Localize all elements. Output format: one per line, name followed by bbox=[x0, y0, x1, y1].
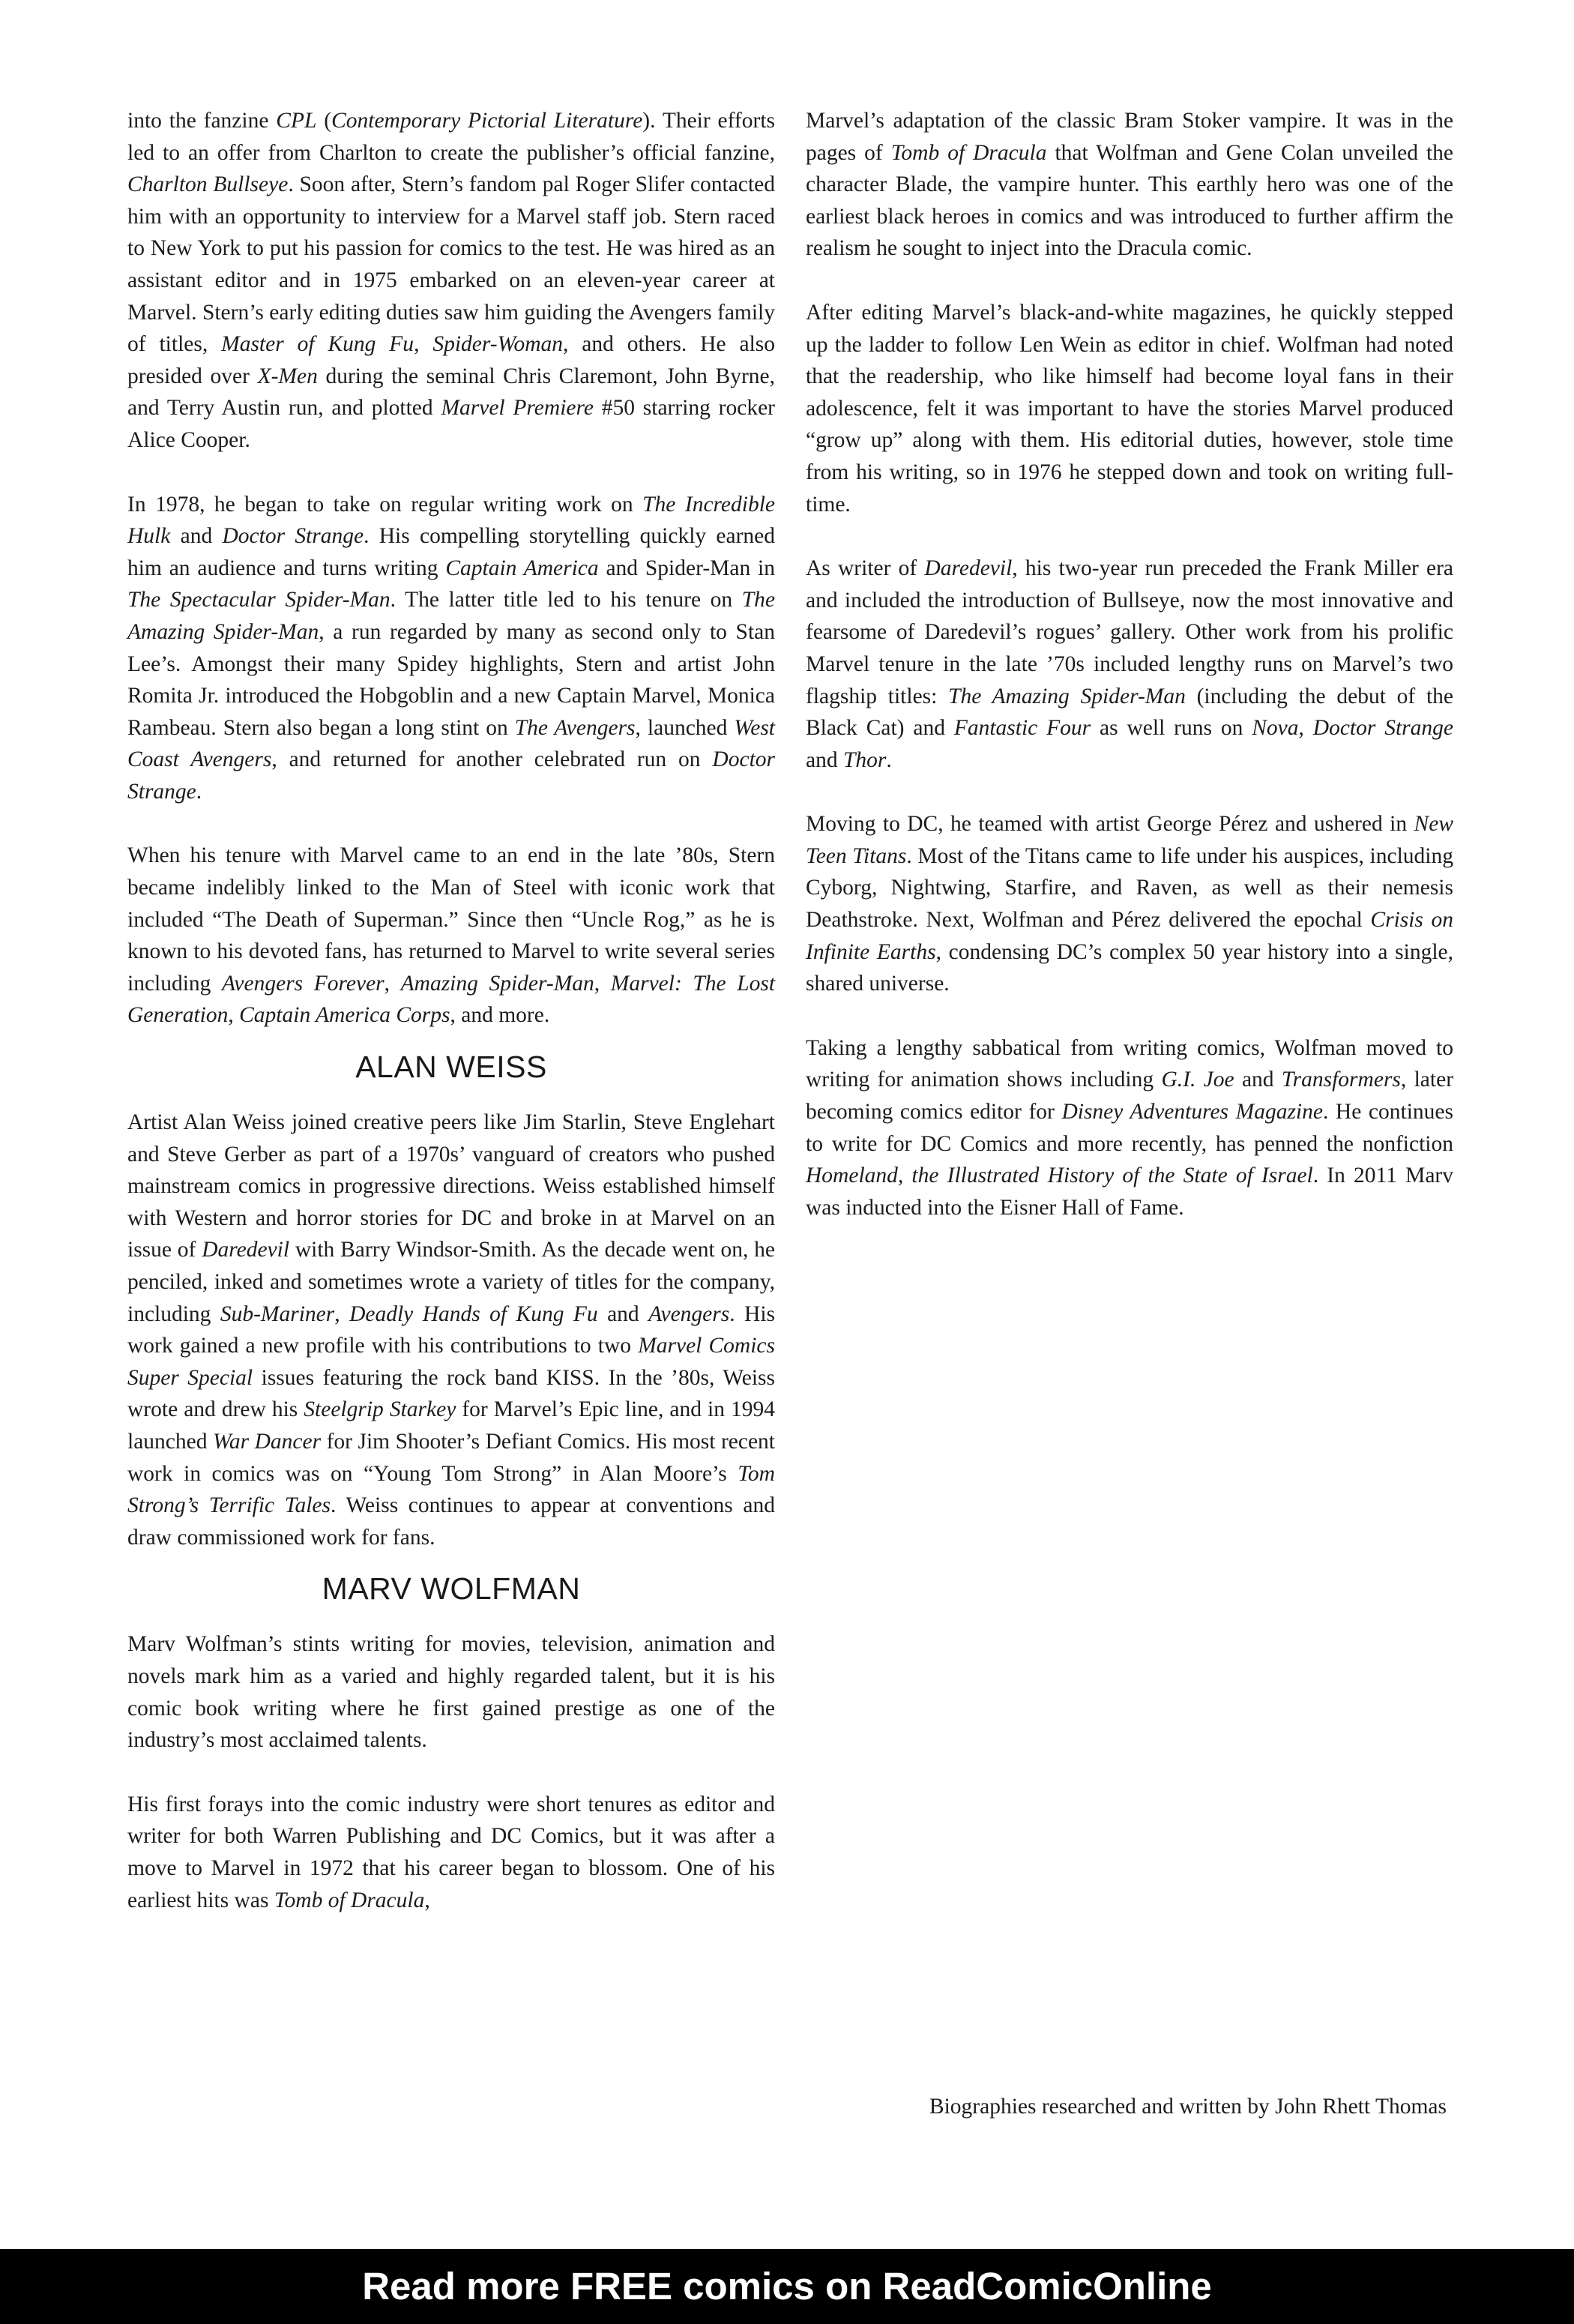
right-column bbox=[806, 105, 1453, 1223]
biography-credit: Biographies researched and written by John Rhett Thomas bbox=[929, 2095, 1447, 2119]
weiss-bio-paragraph: Artist Alan Weiss joined creative peers like Jim Starlin, Steve Englehart and Steve Gerber as part of a 1970s’ vanguard of creators who pushed mainstream comics in progressive directions. Weiss established himself with Western and horror stories for DC and broke in at Marvel on an issue of Daredevil with Barry Windsor-Smith. As the decade went on, he penciled, inked and sometimes wrote a variety of titles for the company, including Sub-Mariner, Deadly Hands of Kung Fu and Avengers. His work gained a new profile with his contributions to two Marvel Comics Super Special issues featuring the rock band KISS. In the ’80s, Weiss wrote and drew his Steelgrip Starkey for Marvel’s Epic line, and in 1994 launched War Dancer for Jim Shooter’s Defiant Comics. His most recent work in comics was on “Young Tom Strong” in Alan Moore’s Tom Strong’s Terrific Tales. Weiss continues to appear at conventions and draw commissioned work for fans. bbox=[127, 1110, 776, 1550]
alan-weiss-heading: ALAN WEISS bbox=[355, 1050, 547, 1085]
wolfman-bio-paragraph-4: After editing Marvel’s black-and-white magazines, he quickly stepped up the ladder to follow Len Wein as editor in chief. Wolfman had noted that the readership, who like himself had become loyal fans in their adolescence, felt it was important to have the stories Marvel produced “grow up” along with them. His editorial duties, however, stole time from his writing, so in 1976 he stepped down and took on writing full-time. bbox=[806, 300, 1453, 517]
left-column bbox=[127, 105, 775, 1916]
stern-bio-paragraph-1: into the fanzine CPL (Contemporary Pictorial Literature). Their efforts led to an offer from Charlton to create the publisher’s official fanzine, Charlton Bullseye. Soon after, Stern’s fandom pal Roger Slifer contacted him with an opportunity to interview for a Marvel staff job. Stern raced to New York to put his passion for comics to the test. He was hired as an assistant editor and in 1975 embarked on an eleven-year career at Marvel. Stern’s early editing duties saw him guiding the Avengers family of titles, Master of Kung Fu, Spider-Woman, and others. He also presided over X-Men during the seminal Chris Claremont, John Byrne, and Terry Austin run, and plotted Marvel Premiere #50 starring rocker Alice Cooper. bbox=[127, 109, 776, 452]
stern-bio-paragraph-2: In 1978, he began to take on regular writing work on The Incredible Hulk and Doctor Strange. His compelling storytelling quickly earned him an audience and turns writing Captain America and Spider-Man in The Spectacular Spider-Man. The latter title led to his tenure on The Amazing Spider-Man, a run regarded by many as second only to Stan Lee’s. Amongst their many Spidey highlights, Stern and artist John Romita Jr. introduced the Hobgoblin and a new Captain Marvel, Monica Rambeau. Stern also began a long stint on The Avengers, launched West Coast Avengers, and returned for another celebrated run on Doctor Strange. bbox=[127, 492, 776, 804]
stern-bio-paragraph-3: When his tenure with Marvel came to an end in the late ’80s, Stern became indelibly linked to the Man of Steel with iconic work that included “The Death of Superman.” Since then “Uncle Rog,” as he is known to his devoted fans, has returned to Marvel to write several series including Avengers Forever, Amazing Spider-Man, Marvel: The Lost Generation, Captain America Corps, and more. bbox=[127, 843, 776, 1028]
wolfman-bio-paragraph-2: His first forays into the comic industry were short tenures as editor and writer for both Warren Publishing and DC Comics, but it was after a move to Marvel in 1972 that his career began to blossom. One of his earliest hits was Tomb of Dracula, bbox=[127, 1792, 775, 1912]
wolfman-bio-paragraph-6: Moving to DC, he teamed with artist George Pérez and ushered in New Teen Titans. Most of the Titans came to life under his auspices, including Cyborg, Nightwing, Starfire, and Raven, as well as their nemesis Deathstroke. Next, Wolfman and Pérez delivered the epochal Crisis on Infinite Earths, condensing DC’s complex 50 year history into a single, shared universe. bbox=[806, 812, 1453, 996]
wolfman-bio-paragraph-5: As writer of Daredevil, his two-year run preceded the Frank Miller era and included the introduction of Bullseye, now the most innovative and fearsome of Daredevil’s rogues’ gallery. Other work from his prolific Marvel tenure in the late ’70s included lengthy runs on Marvel’s two flagship titles: The Amazing Spider-Man (including the debut of the Black Cat) and Fantastic Four as well runs on Nova, Doctor Strange and Thor. bbox=[806, 556, 1454, 772]
wolfman-bio-paragraph-7: Taking a lengthy sabbatical from writing comics, Wolfman moved to writing for animation shows including G.I. Joe and Transformers, later becoming comics editor for Disney Adventures Magazine. He continues to write for DC Comics and more recently, has penned the nonfiction Homeland, the Illustrated History of the State of Israel. In 2011 Marv was inducted into the Eisner Hall of Fame. bbox=[806, 1035, 1454, 1220]
marv-wolfman-heading: MARV WOLFMAN bbox=[322, 1571, 581, 1607]
readcomiconline-banner[interactable]: Read more FREE comics on ReadComicOnline bbox=[0, 2249, 1574, 2324]
wolfman-bio-paragraph-3: Marvel’s adaptation of the classic Bram Stoker vampire. It was in the pages of Tomb of Dracula that Wolfman and Gene Colan unveiled the character Blade, the vampire hunter. This earthly hero was one of the earliest black heroes in comics and was introduced to further affirm the realism he sought to inject into the Dracula comic. bbox=[806, 109, 1454, 261]
wolfman-bio-paragraph-1: Marv Wolfman’s stints writing for movies, television, animation and novels mark him as a varied and highly regarded talent, but it is his comic book writing where he first gained prestige as one of the industry’s most acclaimed talents. bbox=[127, 1632, 775, 1753]
